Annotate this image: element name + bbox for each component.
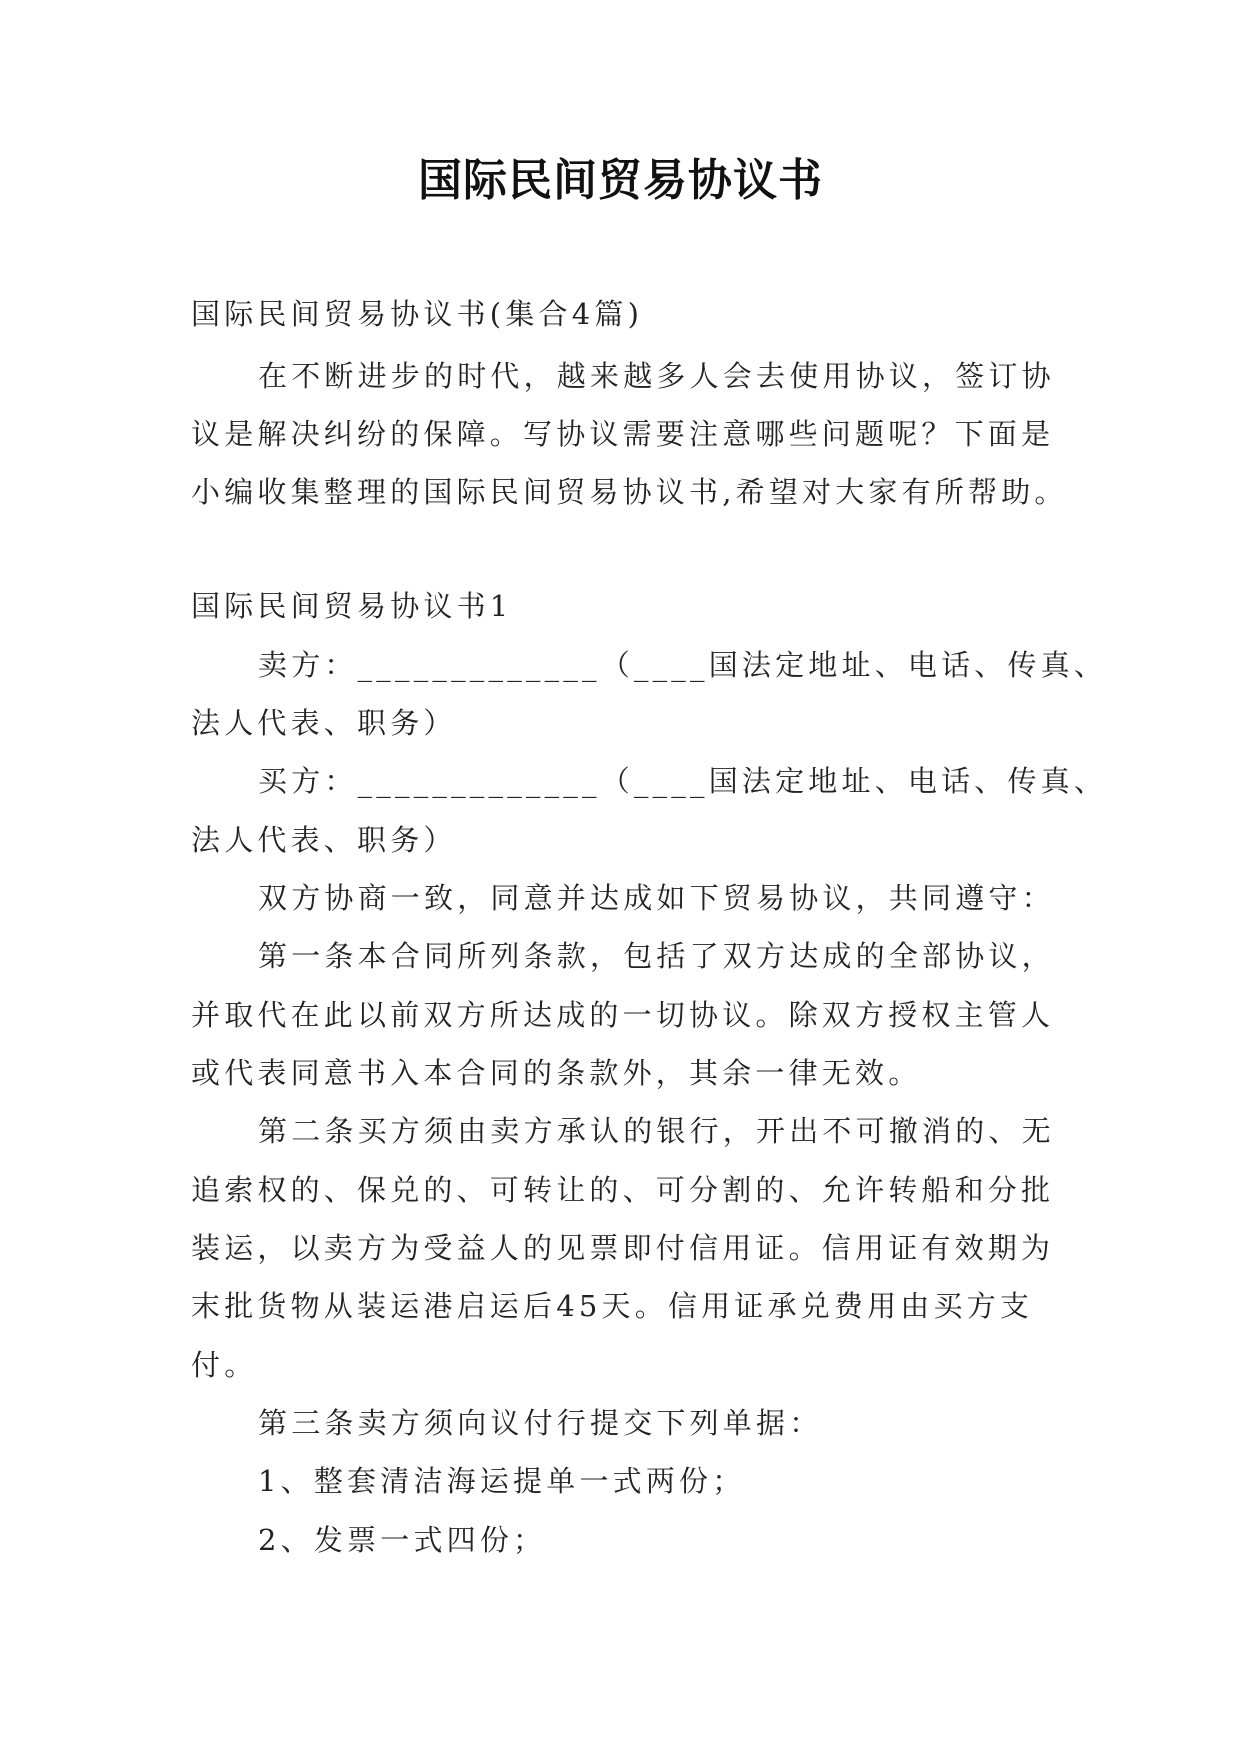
seller-line: 法人代表、职务） <box>191 706 457 740</box>
article-two-line: 末批货物从装运港启运后45天。信用证承兑费用由买方支 <box>191 1289 1034 1323</box>
collection-heading: 国际民间贸易协议书(集合4篇) <box>191 297 644 331</box>
article-two-line: 第二条买方须由卖方承认的银行，开出不可撤消的、无 <box>258 1114 1055 1148</box>
agreement-statement: 双方协商一致，同意并达成如下贸易协议，共同遵守： <box>258 881 1055 915</box>
article-one-line: 第一条本合同所列条款，包括了双方达成的全部协议， <box>258 939 1055 973</box>
article-two-line: 付。 <box>191 1348 258 1382</box>
article-two-line: 装运，以卖方为受益人的见票即付信用证。信用证有效期为 <box>191 1231 1055 1265</box>
article-one-line: 或代表同意书入本合同的条款外，其余一律无效。 <box>191 1056 922 1090</box>
intro-paragraph-line: 小编收集整理的国际民间贸易协议书,希望对大家有所帮助。 <box>191 475 1068 509</box>
document-list-item: 2、发票一式四份； <box>258 1523 547 1557</box>
article-two-line: 追索权的、保兑的、可转让的、可分割的、允许转船和分批 <box>191 1173 1055 1207</box>
article-one-line: 并取代在此以前双方所达成的一切协议。除双方授权主管人 <box>191 998 1055 1032</box>
seller-line: 卖方：_____________（____国法定地址、电话、传真、 <box>258 648 1108 682</box>
section-heading: 国际民间贸易协议书1 <box>191 589 513 623</box>
document-title: 国际民间贸易协议书 <box>418 155 823 206</box>
intro-paragraph-line: 议是解决纠纷的保障。写协议需要注意哪些问题呢？下面是 <box>191 417 1055 451</box>
document-list-item: 1、整套清洁海运提单一式两份； <box>258 1464 746 1498</box>
buyer-line: 法人代表、职务） <box>191 823 457 857</box>
article-three-line: 第三条卖方须向议付行提交下列单据： <box>258 1406 823 1440</box>
intro-paragraph-line: 在不断进步的时代，越来越多人会去使用协议，签订协 <box>258 359 1055 393</box>
buyer-line: 买方：_____________（____国法定地址、电话、传真、 <box>258 764 1108 798</box>
